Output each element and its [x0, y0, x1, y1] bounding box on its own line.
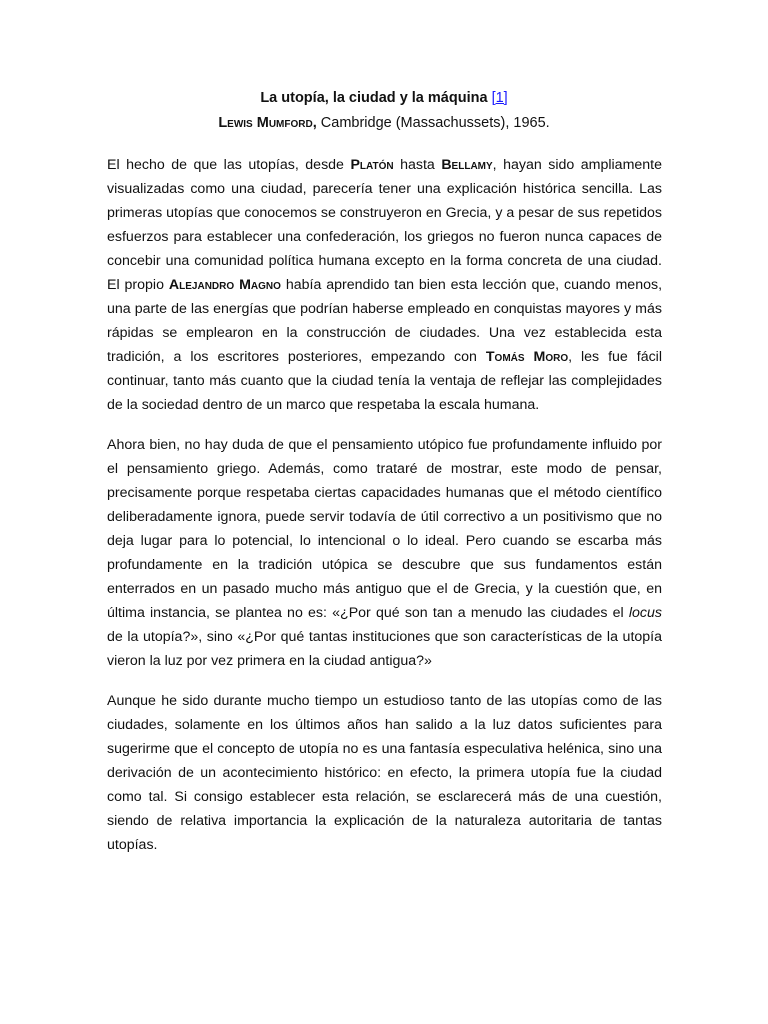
- byline: [0, 113, 768, 133]
- paragraph-text: Ahora bien, no hay duda de que el pensamiento utópico fue profundamente influido por el pensamiento griego. Además, como trataré de mostrar, este modo de pensar, precisamente porque respetaba ciertas capacidades humanas que el método científico deliberadamente ignora, puede servir todavía de útil correctivo a un positivismo que no deja lugar para lo potencial, lo intencional o lo ideal. Pero cuando se escarba más profundamente en la tradición utópica se descubre que sus fundamentos están enterrados en un pasado mucho más antiguo que el de Grecia, y la cuestión que, en última instancia, se plantea no es: «¿Por qué son tan a menudo las ciudades el: [107, 437, 662, 621]
- paragraph-text: había aprendido tan bien esta lección que, cuando menos, una parte de las energías que podrían haberse empleado en conquistas mayores y más rápidas se emplearon en la construcción de ciudades. Una vez establecida esta tradición, a los escritores posteriores, empezando con: [107, 277, 663, 365]
- name-alejandro-magno: Alejandro Magno: [168, 277, 281, 293]
- name-bellamy: Bellamy: [441, 157, 493, 173]
- author-name: Lewis Mumford,: [218, 115, 317, 131]
- footnote-link[interactable]: [1]: [491, 90, 508, 106]
- document-title: [0, 88, 768, 108]
- paragraph-3: [107, 689, 662, 857]
- paragraph-2: [107, 433, 662, 673]
- byline-place-date: Cambridge (Massachussets), 1965.: [320, 115, 550, 131]
- title-text: La utopía, la ciudad y la máquina: [260, 90, 488, 106]
- italic-locus: locus: [628, 605, 662, 621]
- paragraph-text: , hayan sido ampliamente visualizadas como una ciudad, parecería tener una explicación histórica sencilla. Las primeras utopías que conocemos se construyeron en Grecia, y a pesar de sus repetidos esfuerzos para establecer una confederación, los griegos no fueron nunca capaces de concebir una comunidad política humana excepto en la forma concreta de una ciudad. El propio: [107, 157, 662, 293]
- name-tomas-moro: Tomás Moro: [485, 349, 569, 365]
- name-platon: Platón: [350, 157, 394, 173]
- paragraph-text: Aunque he sido durante mucho tiempo un estudioso tanto de las utopías como de las ciudades, solamente en los últimos años han salido a la luz datos suficientes para sugerirme que el concepto de utopía no es una fantasía especulativa helénica, sino una derivación de un acontecimiento histórico: en efecto, la primera utopía fue la ciudad como tal. Si consigo establecer esta relación, se esclarecerá más de una cuestión, siendo de relativa importancia la explicación de la naturaleza autoritaria de tantas utopías.: [107, 693, 662, 853]
- paragraph-text: hasta: [393, 157, 442, 173]
- paragraph-text: de la utopía?», sino «¿Por qué tantas instituciones que son características de la utopía vieron la luz por vez primera en la ciudad antigua?»: [107, 629, 662, 669]
- paragraph-text: , les fue fácil continuar, tanto más cuanto que la ciudad tenía la ventaja de reflejar las complejidades de la sociedad dentro de un marco que respetaba la escala humana.: [107, 349, 662, 413]
- paragraph-1: [107, 153, 662, 417]
- paragraph-text: El hecho de que las utopías, desde: [107, 157, 351, 173]
